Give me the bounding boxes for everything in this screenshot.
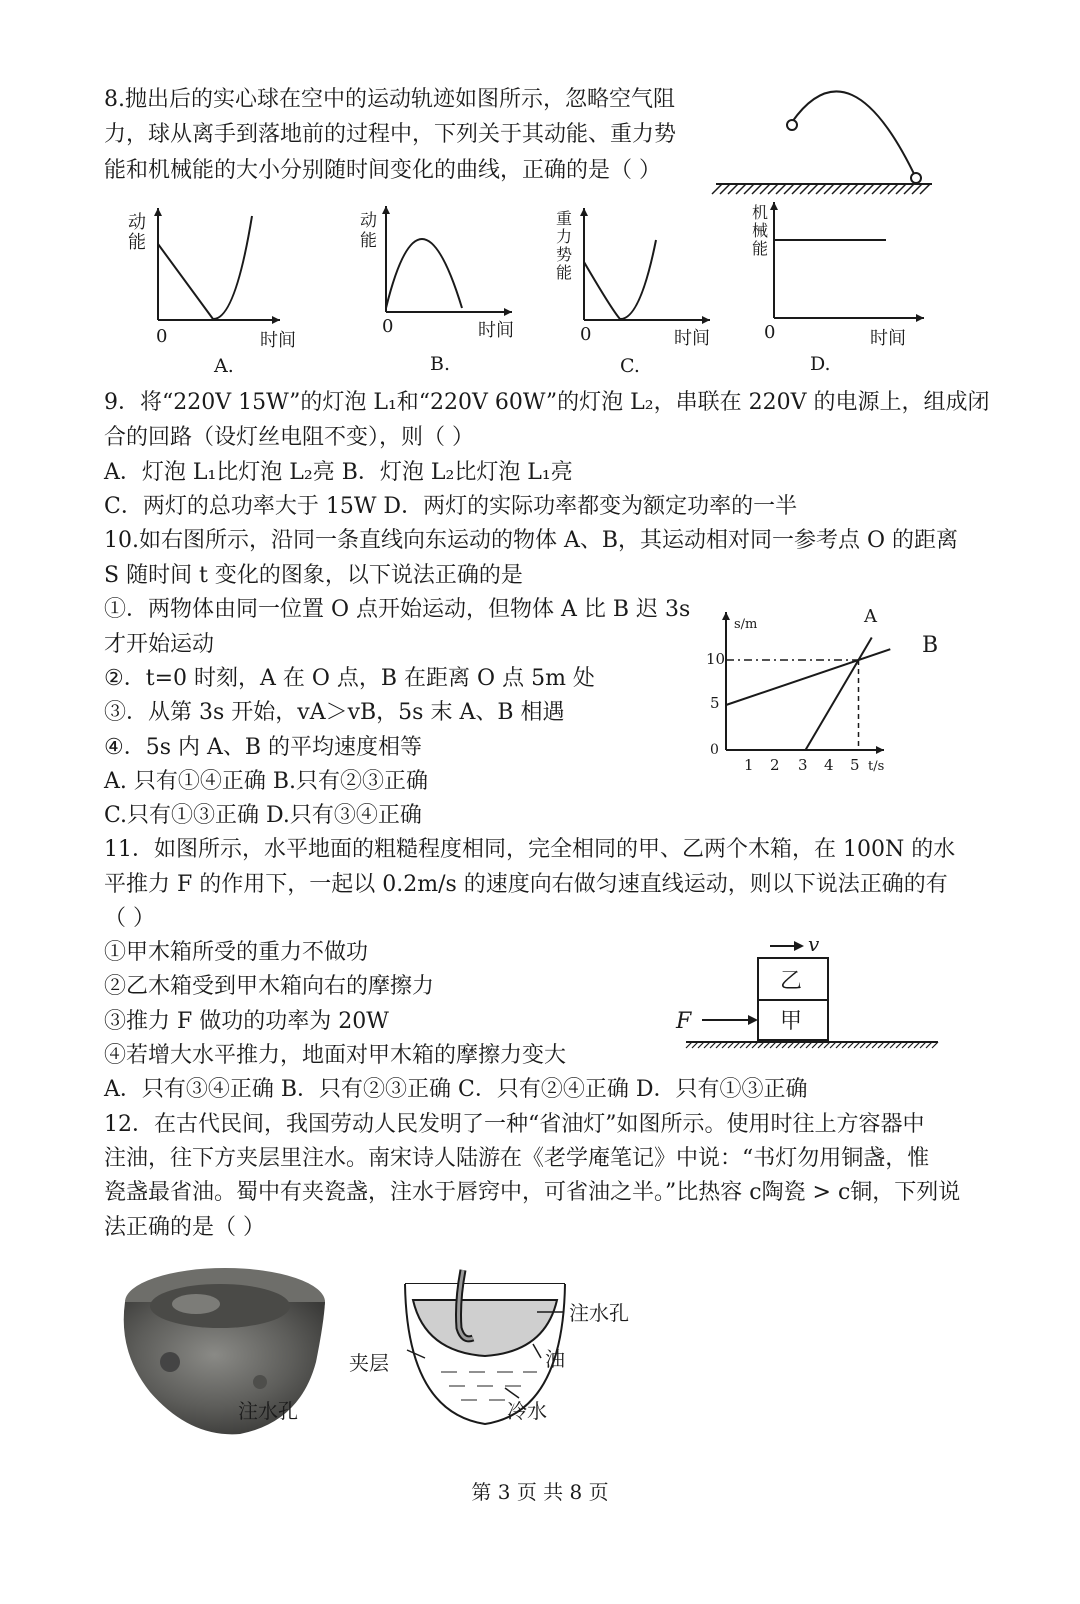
q8-a-ylabel-1: 动 (128, 212, 146, 233)
q8-b-xlabel: 时间 (478, 320, 514, 341)
q8-a-letter: A. (214, 355, 234, 377)
q11-line-5: ②乙木箱受到甲木箱向右的摩擦力 (104, 974, 435, 999)
q10-line-1: 10.如右图所示，沿同一条直线向东运动的物体 A、B，其运动相对同一参考点 O 的距离 (104, 528, 959, 553)
q10-xtick-4: 4 (824, 756, 834, 774)
q10-line-7: ④．5s 内 A、B 的平均速度相等 (104, 735, 423, 760)
q8-c-ylabel-4: 能 (556, 263, 573, 282)
q12-line-4: 法正确的是（ ） (104, 1215, 265, 1240)
q11-yi-label: 乙 (780, 969, 803, 994)
q8-line-3: 能和机械能的大小分别随时间变化的曲线，正确的是（ ） (104, 158, 661, 183)
q8-graph-d (748, 196, 938, 376)
q11-line-4: ①甲木箱所受的重力不做功 (104, 940, 369, 965)
q8-d-ylabel-2: 械 (752, 221, 769, 240)
q8-graph-c (550, 200, 720, 380)
q9-line-4: C．两灯的总功率大于 15W D．两灯的实际功率都变为额定功率的一半 (104, 494, 798, 519)
q10-line-3: ①．两物体由同一位置 O 点开始运动，但物体 A 比 B 迟 3s (104, 597, 691, 622)
q12-line-1: 12．在古代民间，我国劳动人民发明了一种“省油灯”如图所示。使用时往上方容器中 (104, 1112, 925, 1137)
q10-xlabel: t/s (868, 759, 885, 774)
q8-d-ylabel-1: 机 (752, 203, 769, 222)
q10-label-b: B (922, 633, 939, 658)
q8-line-2: 力，球从离手到落地前的过程中，下列关于其动能、重力势 (104, 122, 677, 147)
q8-a-xlabel: 时间 (260, 330, 296, 351)
q11-line-7: ④若增大水平推力，地面对甲木箱的摩擦力变大 (104, 1043, 567, 1068)
q10-line-9: C.只有①③正确 D.只有③④正确 (104, 803, 422, 828)
q10-st-graph (700, 600, 950, 780)
q10-xtick-5: 5 (850, 756, 860, 774)
q8-c-origin: 0 (580, 324, 592, 345)
q10-line-8: A. 只有①④正确 B.只有②③正确 (104, 769, 429, 794)
page-footer: 第 3 页 共 8 页 (471, 1480, 609, 1504)
q12-photo-label: 注水孔 (238, 1399, 298, 1423)
q8-line-1: 8.抛出后的实心球在空中的运动轨迹如图所示，忽略空气阻 (104, 87, 675, 112)
q12-label-layer: 夹层 (349, 1351, 389, 1375)
q11-line-8: A．只有③④正确 B．只有②③正确 C．只有②④正确 D．只有①③正确 (104, 1077, 808, 1102)
q10-ytick-5: 5 (710, 694, 720, 712)
q11-velocity-label: v (808, 932, 820, 956)
q11-line-1: 11．如图所示，水平地面的粗糙程度相同，完全相同的甲、乙两个木箱，在 100N 的水 (104, 837, 956, 862)
q8-d-origin: 0 (764, 322, 776, 343)
q8-graph-a (120, 200, 296, 380)
q10-line-b (726, 649, 890, 705)
q8-c-ylabel-1: 重 (556, 209, 573, 228)
q8-c-xlabel: 时间 (674, 328, 710, 349)
q12-label-water: 冷水 (507, 1399, 547, 1423)
q8-d-xlabel: 时间 (870, 328, 906, 349)
q9-line-2: 合的回路（设灯丝电阻不变），则（ ） (104, 425, 474, 450)
q10-xtick-3: 3 (798, 756, 808, 774)
q11-boxes-figure (670, 928, 950, 1058)
q11-line-2: 平推力 F 的作用下，一起以 0.2m/s 的速度向右做匀速直线运动，则以下说法正确的有 (104, 872, 948, 897)
q10-origin: 0 (710, 742, 719, 758)
q10-line-6: ③．从第 3s 开始，vA＞vB，5s 末 A、B 相遇 (104, 700, 565, 725)
q8-trajectory-figure (710, 70, 950, 200)
q10-label-a: A (864, 606, 877, 627)
q10-line-4: 才开始运动 (104, 632, 215, 657)
q8-a-origin: 0 (156, 326, 168, 347)
q8-c-ylabel-2: 力 (556, 227, 573, 246)
q12-label-hole: 注水孔 (569, 1301, 629, 1325)
q8-b-ylabel-2: 能 (360, 231, 377, 251)
q11-force-label: F (676, 1009, 692, 1034)
q10-xtick-1: 1 (744, 756, 754, 774)
q8-d-letter: D. (810, 353, 831, 375)
q8-d-ylabel-3: 能 (752, 239, 769, 258)
q12-line-3: 瓷盏最省油。蜀中有夹瓷盏，注水于唇窍中，可省油之半。”比热容 c陶瓷 > c铜，下列说 (104, 1180, 961, 1205)
q9-line-1: 9．将“220V 15W”的灯泡 L₁和“220V 60W”的灯泡 L₂，串联在 220V 的电源上，组成闭 (104, 390, 990, 415)
q12-label-oil: 油 (545, 1347, 565, 1371)
q8-graph-b (352, 200, 522, 380)
q10-ytick-10: 10 (706, 650, 726, 668)
q10-line-5: ②．t=0 时刻，A 在 O 点，B 在距离 O 点 5m 处 (104, 666, 595, 691)
q8-b-ylabel-1: 动 (360, 211, 377, 231)
q12-line-2: 注油，往下方夹层里注水。南宋诗人陆游在《老学庵笔记》中说：“书灯勿用铜盏，惟 (104, 1146, 930, 1171)
q8-c-letter: C. (620, 355, 640, 377)
q12-lamp-photo (110, 1262, 340, 1452)
q11-line-6: ③推力 F 做功的功率为 20W (104, 1009, 389, 1034)
q8-b-origin: 0 (382, 316, 394, 337)
q8-a-ylabel-2: 能 (128, 232, 146, 253)
q11-jia-label: 甲 (780, 1009, 803, 1034)
q10-xtick-2: 2 (770, 756, 780, 774)
q11-line-3: （ ） (104, 906, 155, 931)
q8-c-ylabel-3: 势 (556, 245, 573, 264)
q10-ylabel: s/m (734, 617, 758, 632)
q9-line-3: A．灯泡 L₁比灯泡 L₂亮 B．灯泡 L₂比灯泡 L₁亮 (104, 460, 573, 485)
q12-lamp-diagram (345, 1262, 645, 1442)
q8-b-letter: B. (430, 353, 451, 375)
q10-line-a (806, 638, 872, 751)
q10-line-2: S 随时间 t 变化的图象，以下说法正确的是 (104, 563, 523, 588)
